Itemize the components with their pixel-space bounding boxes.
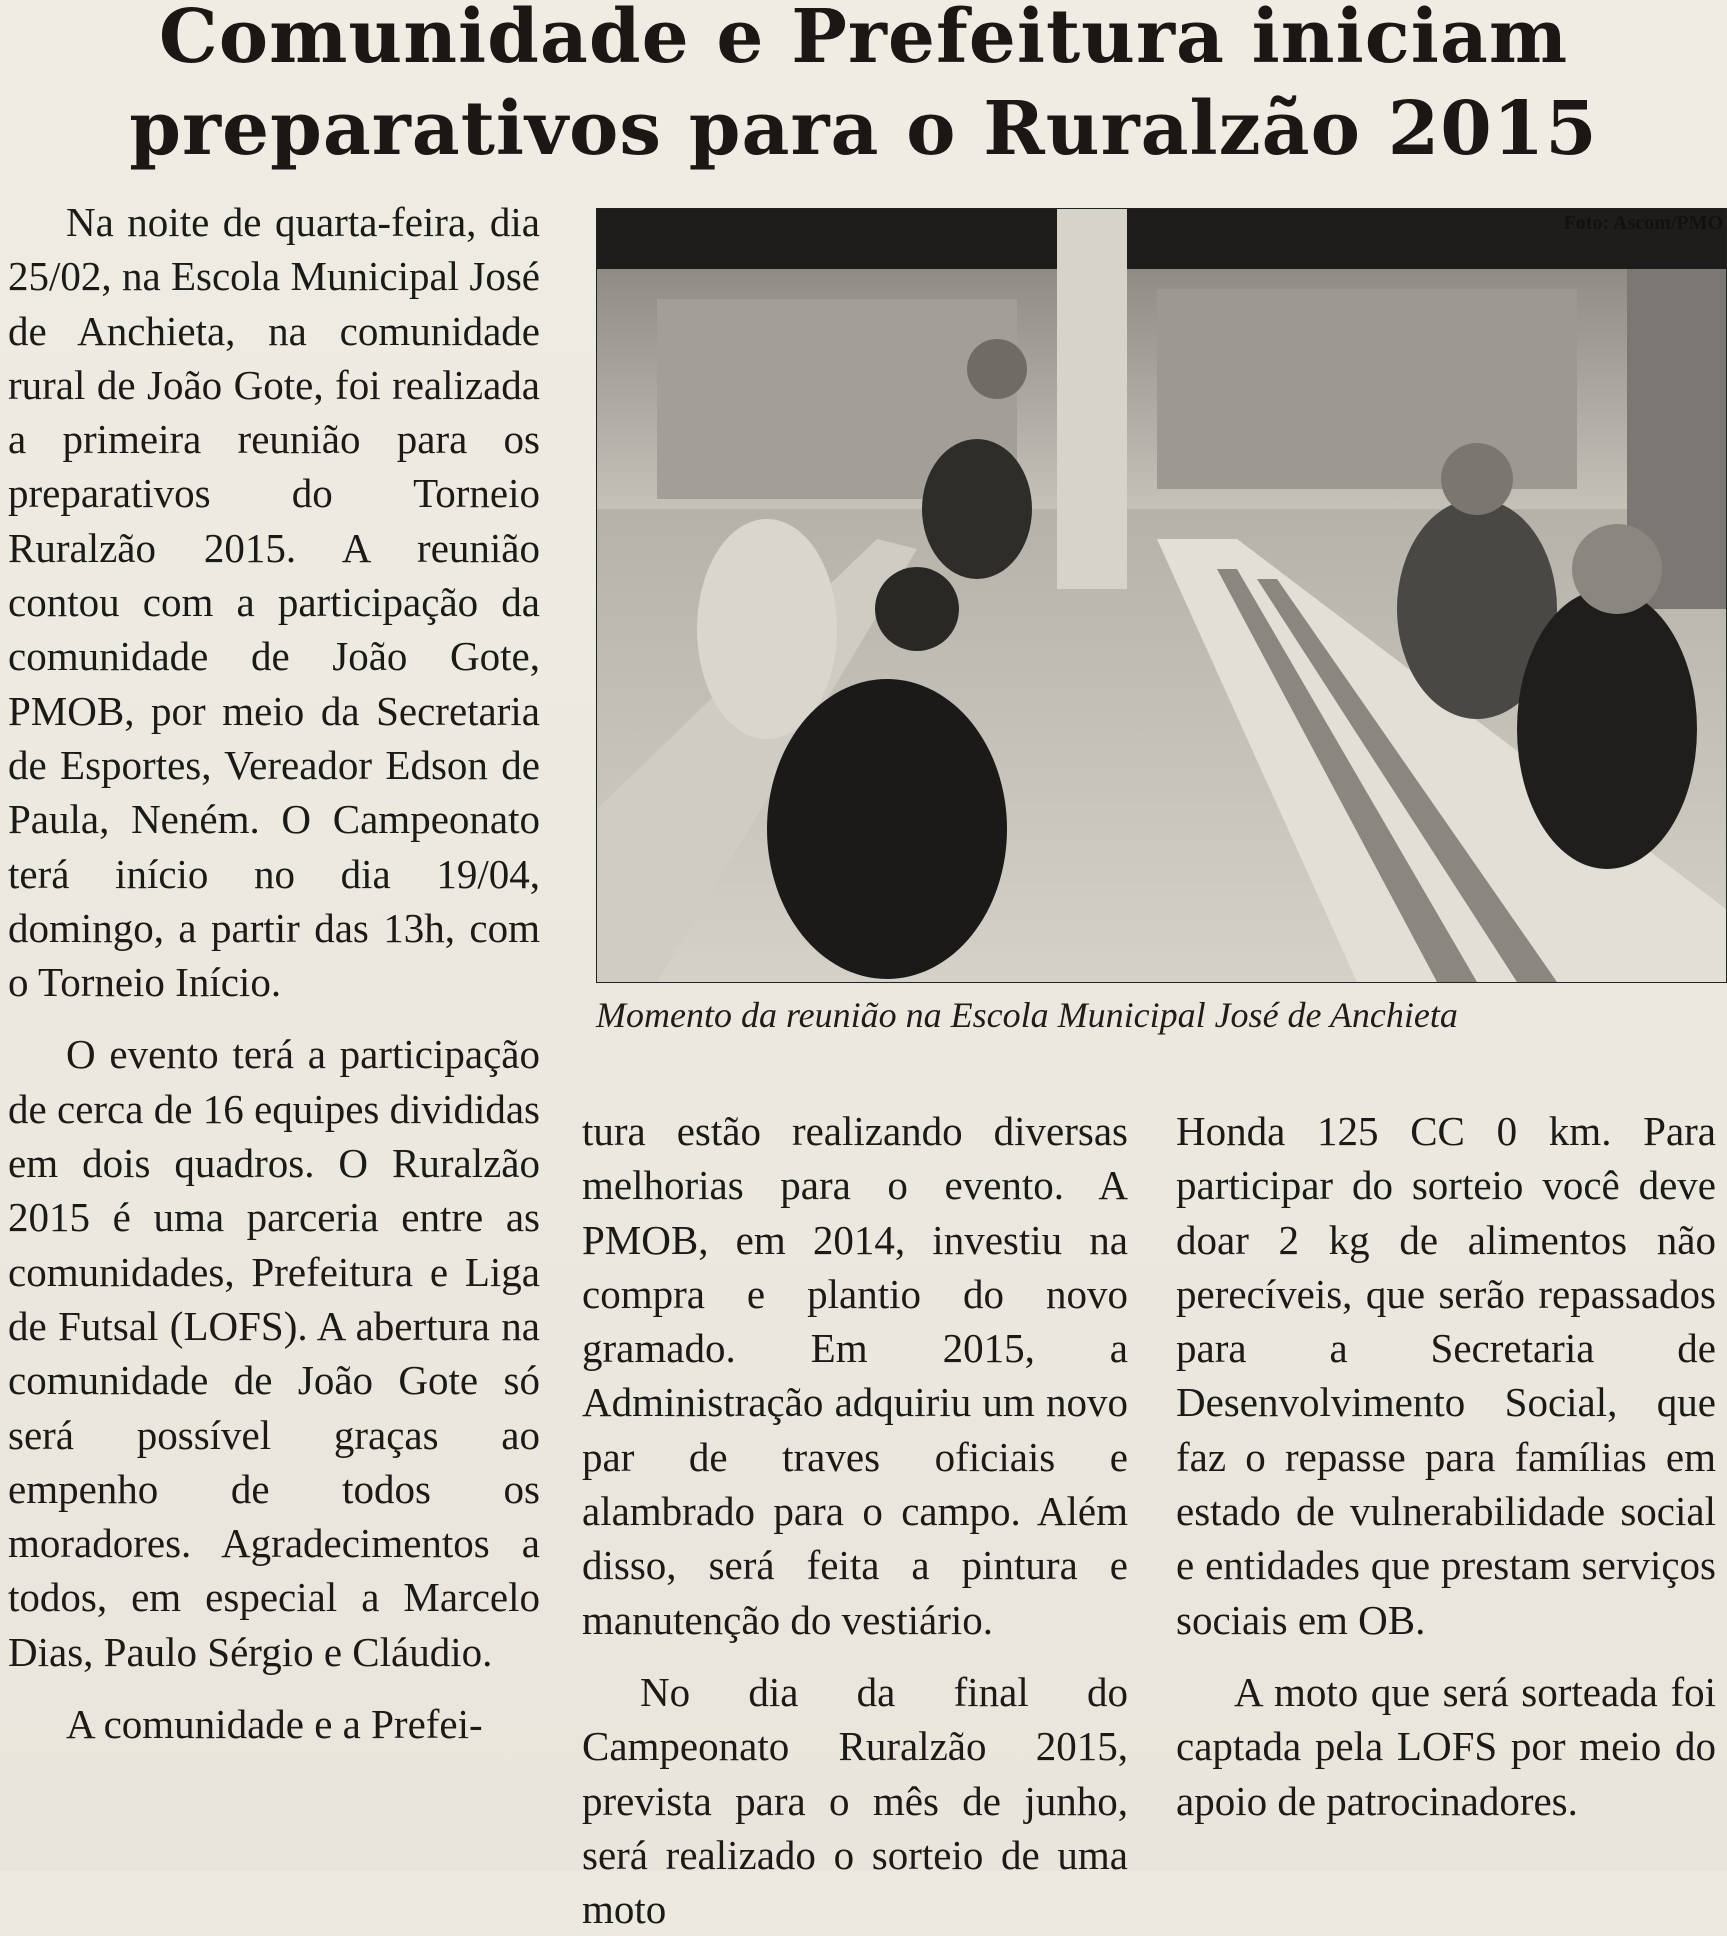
paragraph: O evento terá a participação de cerca de 16 equipes divididas em dois quadros. O Ruralzão 2015 é uma parceria entre as comunidades, Prefeitura e Liga de Futsal (LOFS). A abertura na comunidade de João Gote só será possível graças ao empenho de todos os moradores. Agradecimentos a todos, em especial a Marcelo Dias, Paulo Sérgio e Cláudio. [8,1031,540,1675]
photo-caption: Momento da reunião na Escola Municipal José de Anchieta [596,995,1458,1035]
article-column-1 [8,195,540,1751]
paragraph: A comunidade e a Prefei- [66,1701,483,1748]
meeting-photo [596,208,1727,983]
paragraph: tura estão realizando diversas melhorias para o evento. A PMOB, em 2014, investiu na compra e plantio do novo gramado. Em 2015, a Administração adquiriu um novo par de traves oficiais e alambrado para o campo. Além disso, será feita a pintura e manutenção do vestiário. [582,1108,1128,1643]
headline-line-1: Comunidade e Prefeitura iniciam [158,0,1569,80]
photo-credit: Foto: Ascom/PMO [1563,212,1723,234]
paragraph: Na noite de quarta-feira, dia 25/02, na Escola Municipal José de Anchieta, na comunidade rural de João Gote, foi realizada a primeira reunião para os preparativos do Torneio Ruralzão 2015. A reunião contou com a participação da comunidade de João Gote, PMOB, por meio da Secretaria de Esportes, Vereador Edson de Paula, Neném. O Campeonato terá início no dia 19/04, domingo, a partir das 13h, com o Torneio Início. [8,199,540,1006]
paragraph: A moto que será sorteada foi captada pela LOFS por meio do apoio de patrocinadores. [1176,1668,1716,1824]
paragraph: Honda 125 CC 0 km. Para participar do sorteio você deve doar 2 kg de alimentos não perecíveis, que serão repassados para a Secretaria de Desenvolvimento Social, que faz o repasse para famílias em estado de vulnerabilidade social e entidades que prestam serviços sociais em OB. [1176,1108,1716,1643]
article-column-3 [1176,1104,1716,1828]
paragraph: No dia da final do Campeonato Ruralzão 2015, prevista para o mês de junho, será realizado o sorteio de uma moto [582,1668,1128,1933]
article-column-2 [582,1104,1128,1936]
headline-line-2: preparativos para o Ruralzão 2015 [129,86,1598,172]
